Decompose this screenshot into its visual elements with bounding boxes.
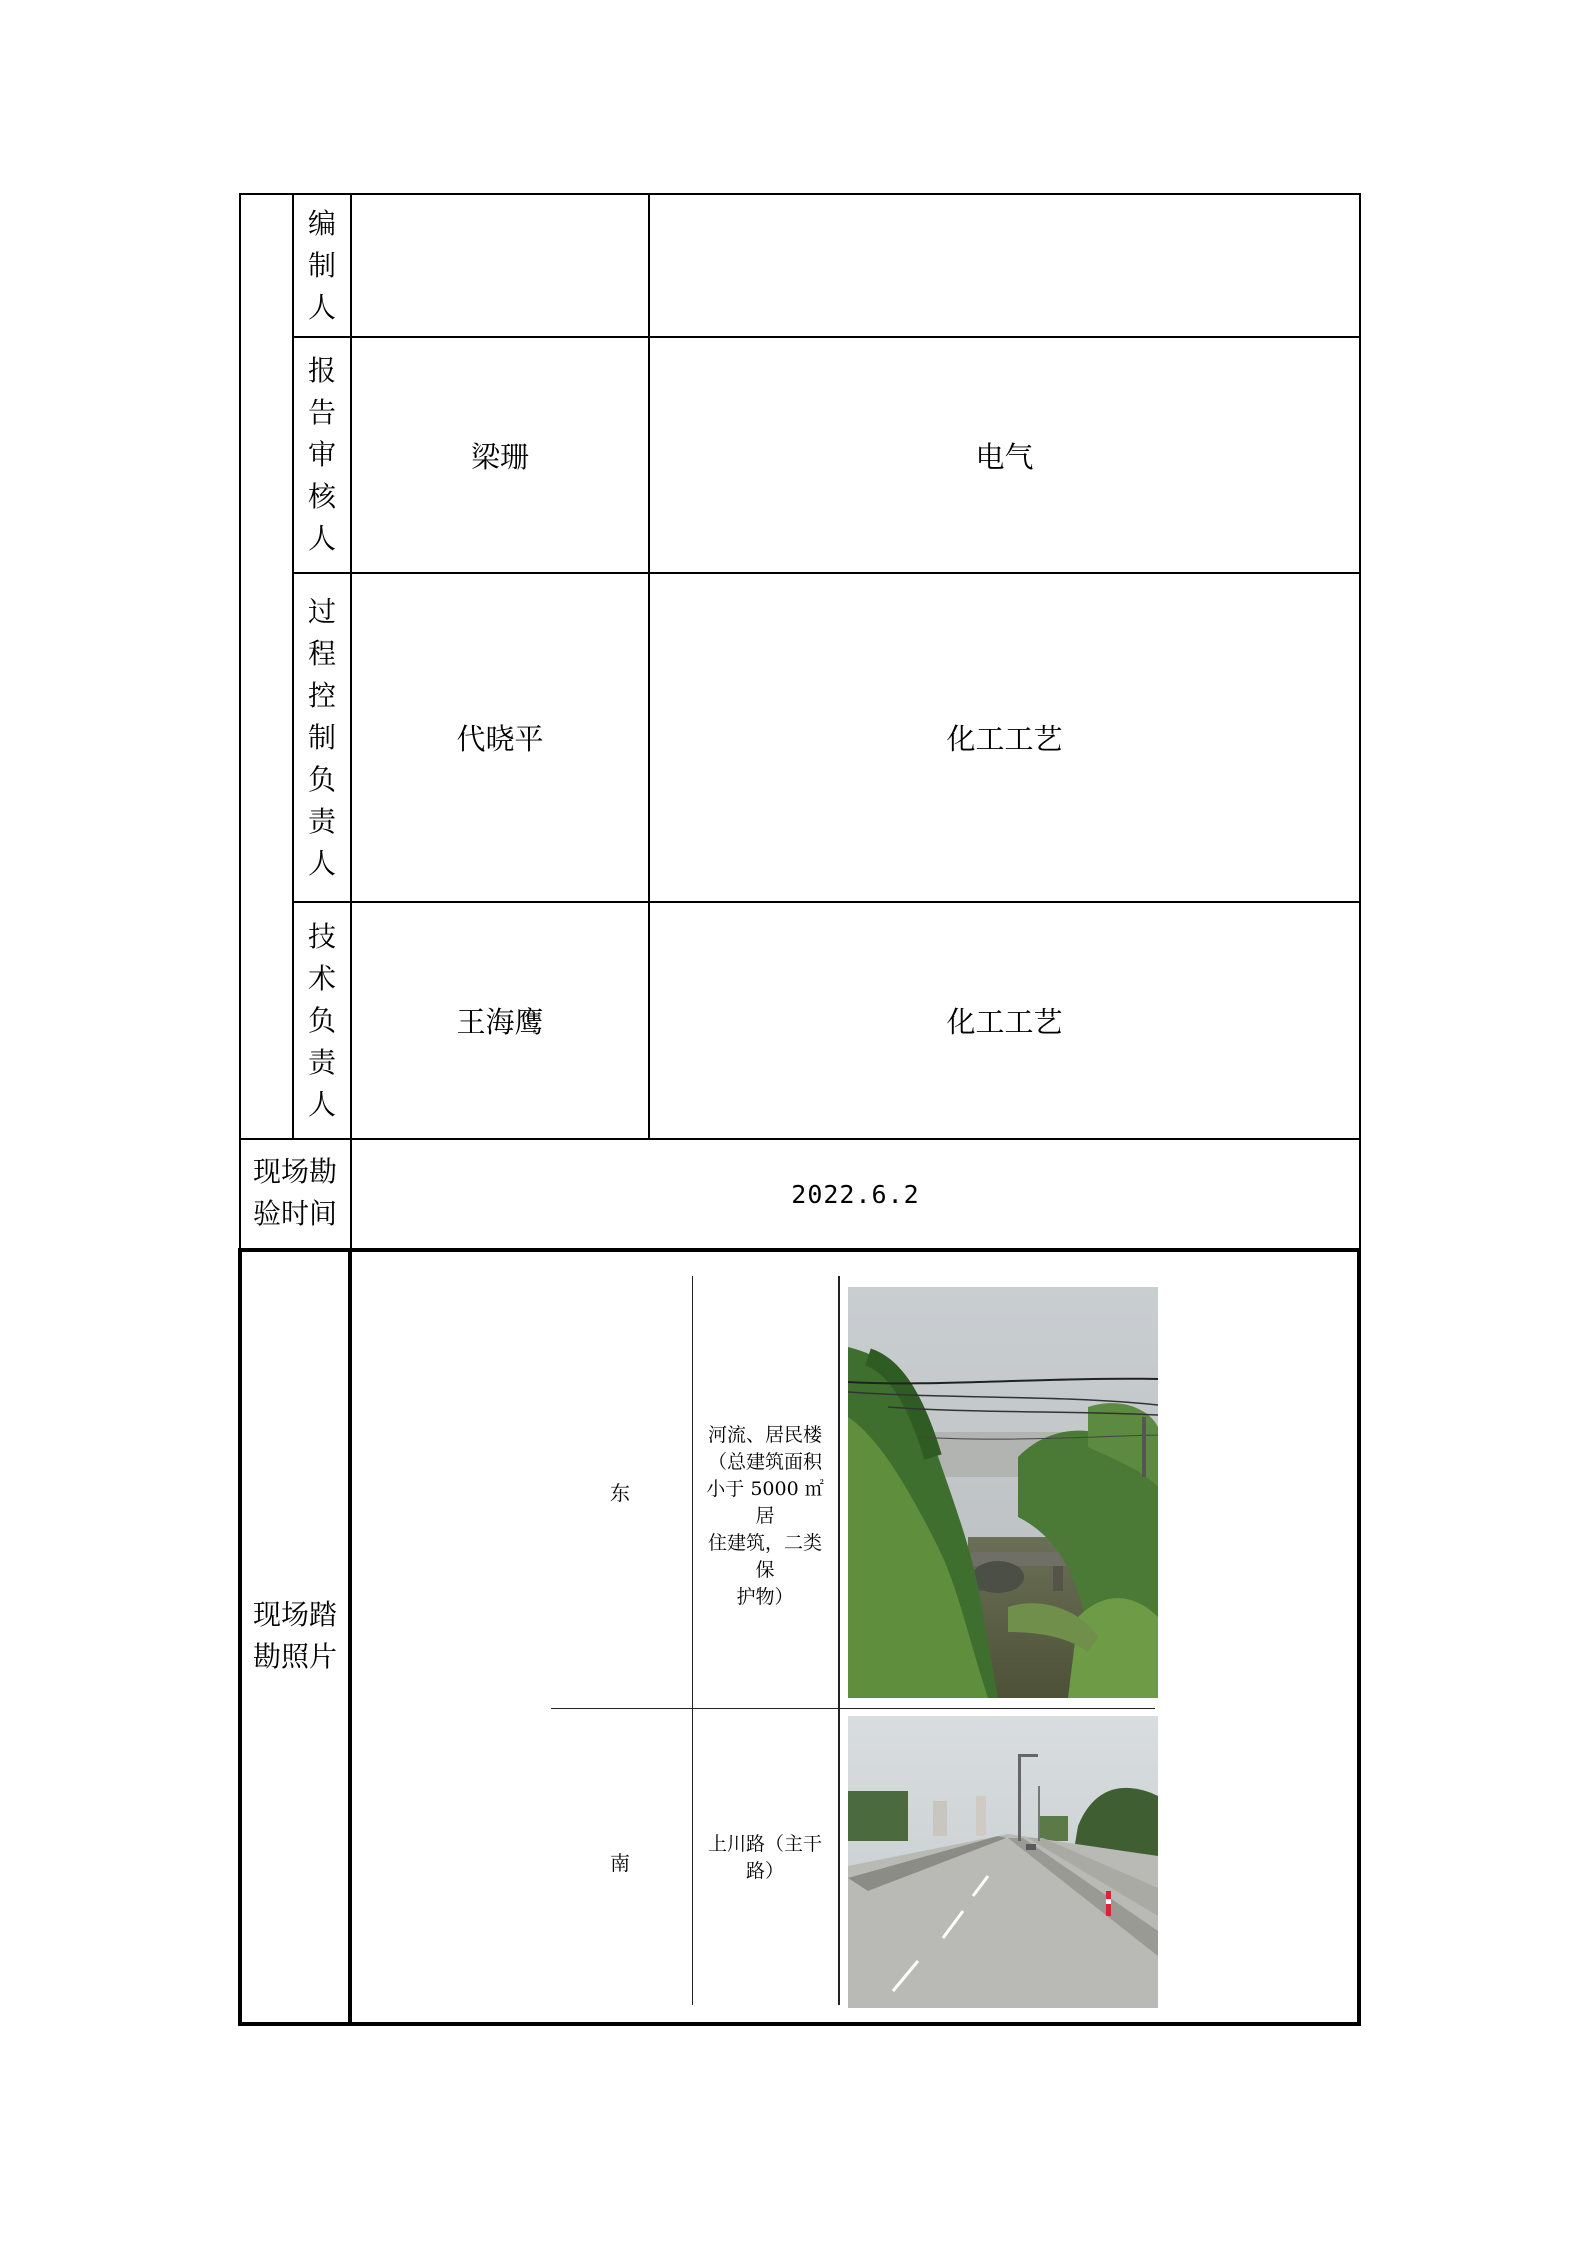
role-char: 人 [307,846,336,880]
photo-frame-right [1357,1248,1361,2026]
role-char: 人 [307,290,336,324]
name-cell: 代晓平 [456,722,544,756]
survey-time-label [253,1151,345,1235]
photo-frame-left [238,1248,242,2026]
specialty-cell: 化工工艺 [946,1005,1063,1039]
role-label-compiler [294,195,350,336]
role-char: 技 [307,919,336,953]
role-char: 责 [307,1045,336,1079]
road-photo [848,1716,1158,2008]
role-char: 制 [307,248,336,282]
name-cell: 王海鹰 [456,1005,544,1039]
role-char: 程 [307,636,336,670]
desc-line: 小于 5000 ㎡居 [706,1478,824,1527]
role-char: 编 [307,206,336,240]
table-left-border [239,193,241,1251]
role-char: 告 [307,396,336,429]
label-line: 验时间 [253,1197,338,1230]
inner-row-divider [551,1708,1155,1709]
inner-col-divider [838,1276,840,2005]
name-cell [352,195,648,336]
photo-frame-divider [348,1248,352,2026]
specialty-cell [650,195,1359,336]
desc-line: 河流、居民楼 [707,1424,822,1446]
survey-date: 2022.6.2 [791,1180,920,1209]
direction-east: 东 [610,1481,630,1505]
role-char: 负 [307,1003,336,1037]
surroundings-description [700,1422,830,1611]
role-label-report-reviewer [294,338,350,572]
role-char: 责 [307,804,336,838]
specialty-cell: 化工工艺 [946,722,1063,756]
desc-line: 路） [745,1860,784,1882]
specialty-cell: 电气 [975,439,1034,474]
desc-line: 住建筑，二类保 [707,1532,822,1581]
inner-col-divider [692,1276,693,2005]
desc-line: （总建筑面积 [707,1451,822,1473]
direction-south: 南 [610,1851,630,1875]
desc-line: 上川路（主干 [707,1833,822,1855]
photo-frame-top [238,1248,1361,1252]
role-char: 核 [307,480,336,513]
surroundings-description [700,1831,830,1885]
role-label-process-control [294,574,350,901]
name-cell: 梁珊 [470,439,529,474]
role-char: 审 [307,438,336,471]
label-line: 现场踏 [253,1598,338,1631]
role-char: 控 [307,678,336,712]
photos-label [253,1594,345,1678]
role-char: 人 [307,522,336,555]
river-photo [848,1287,1158,1698]
role-char: 过 [307,594,336,628]
role-char: 负 [307,762,336,796]
role-char: 术 [307,961,336,995]
role-char: 报 [307,354,336,387]
label-line: 勘照片 [253,1640,338,1673]
label-line: 现场勘 [253,1155,338,1188]
role-label-technical-lead [294,903,350,1138]
photo-frame-bottom [238,2022,1361,2026]
desc-line: 护物） [736,1586,794,1608]
role-char: 制 [307,720,336,754]
table-right-border [1359,193,1361,1251]
role-char: 人 [307,1087,336,1121]
